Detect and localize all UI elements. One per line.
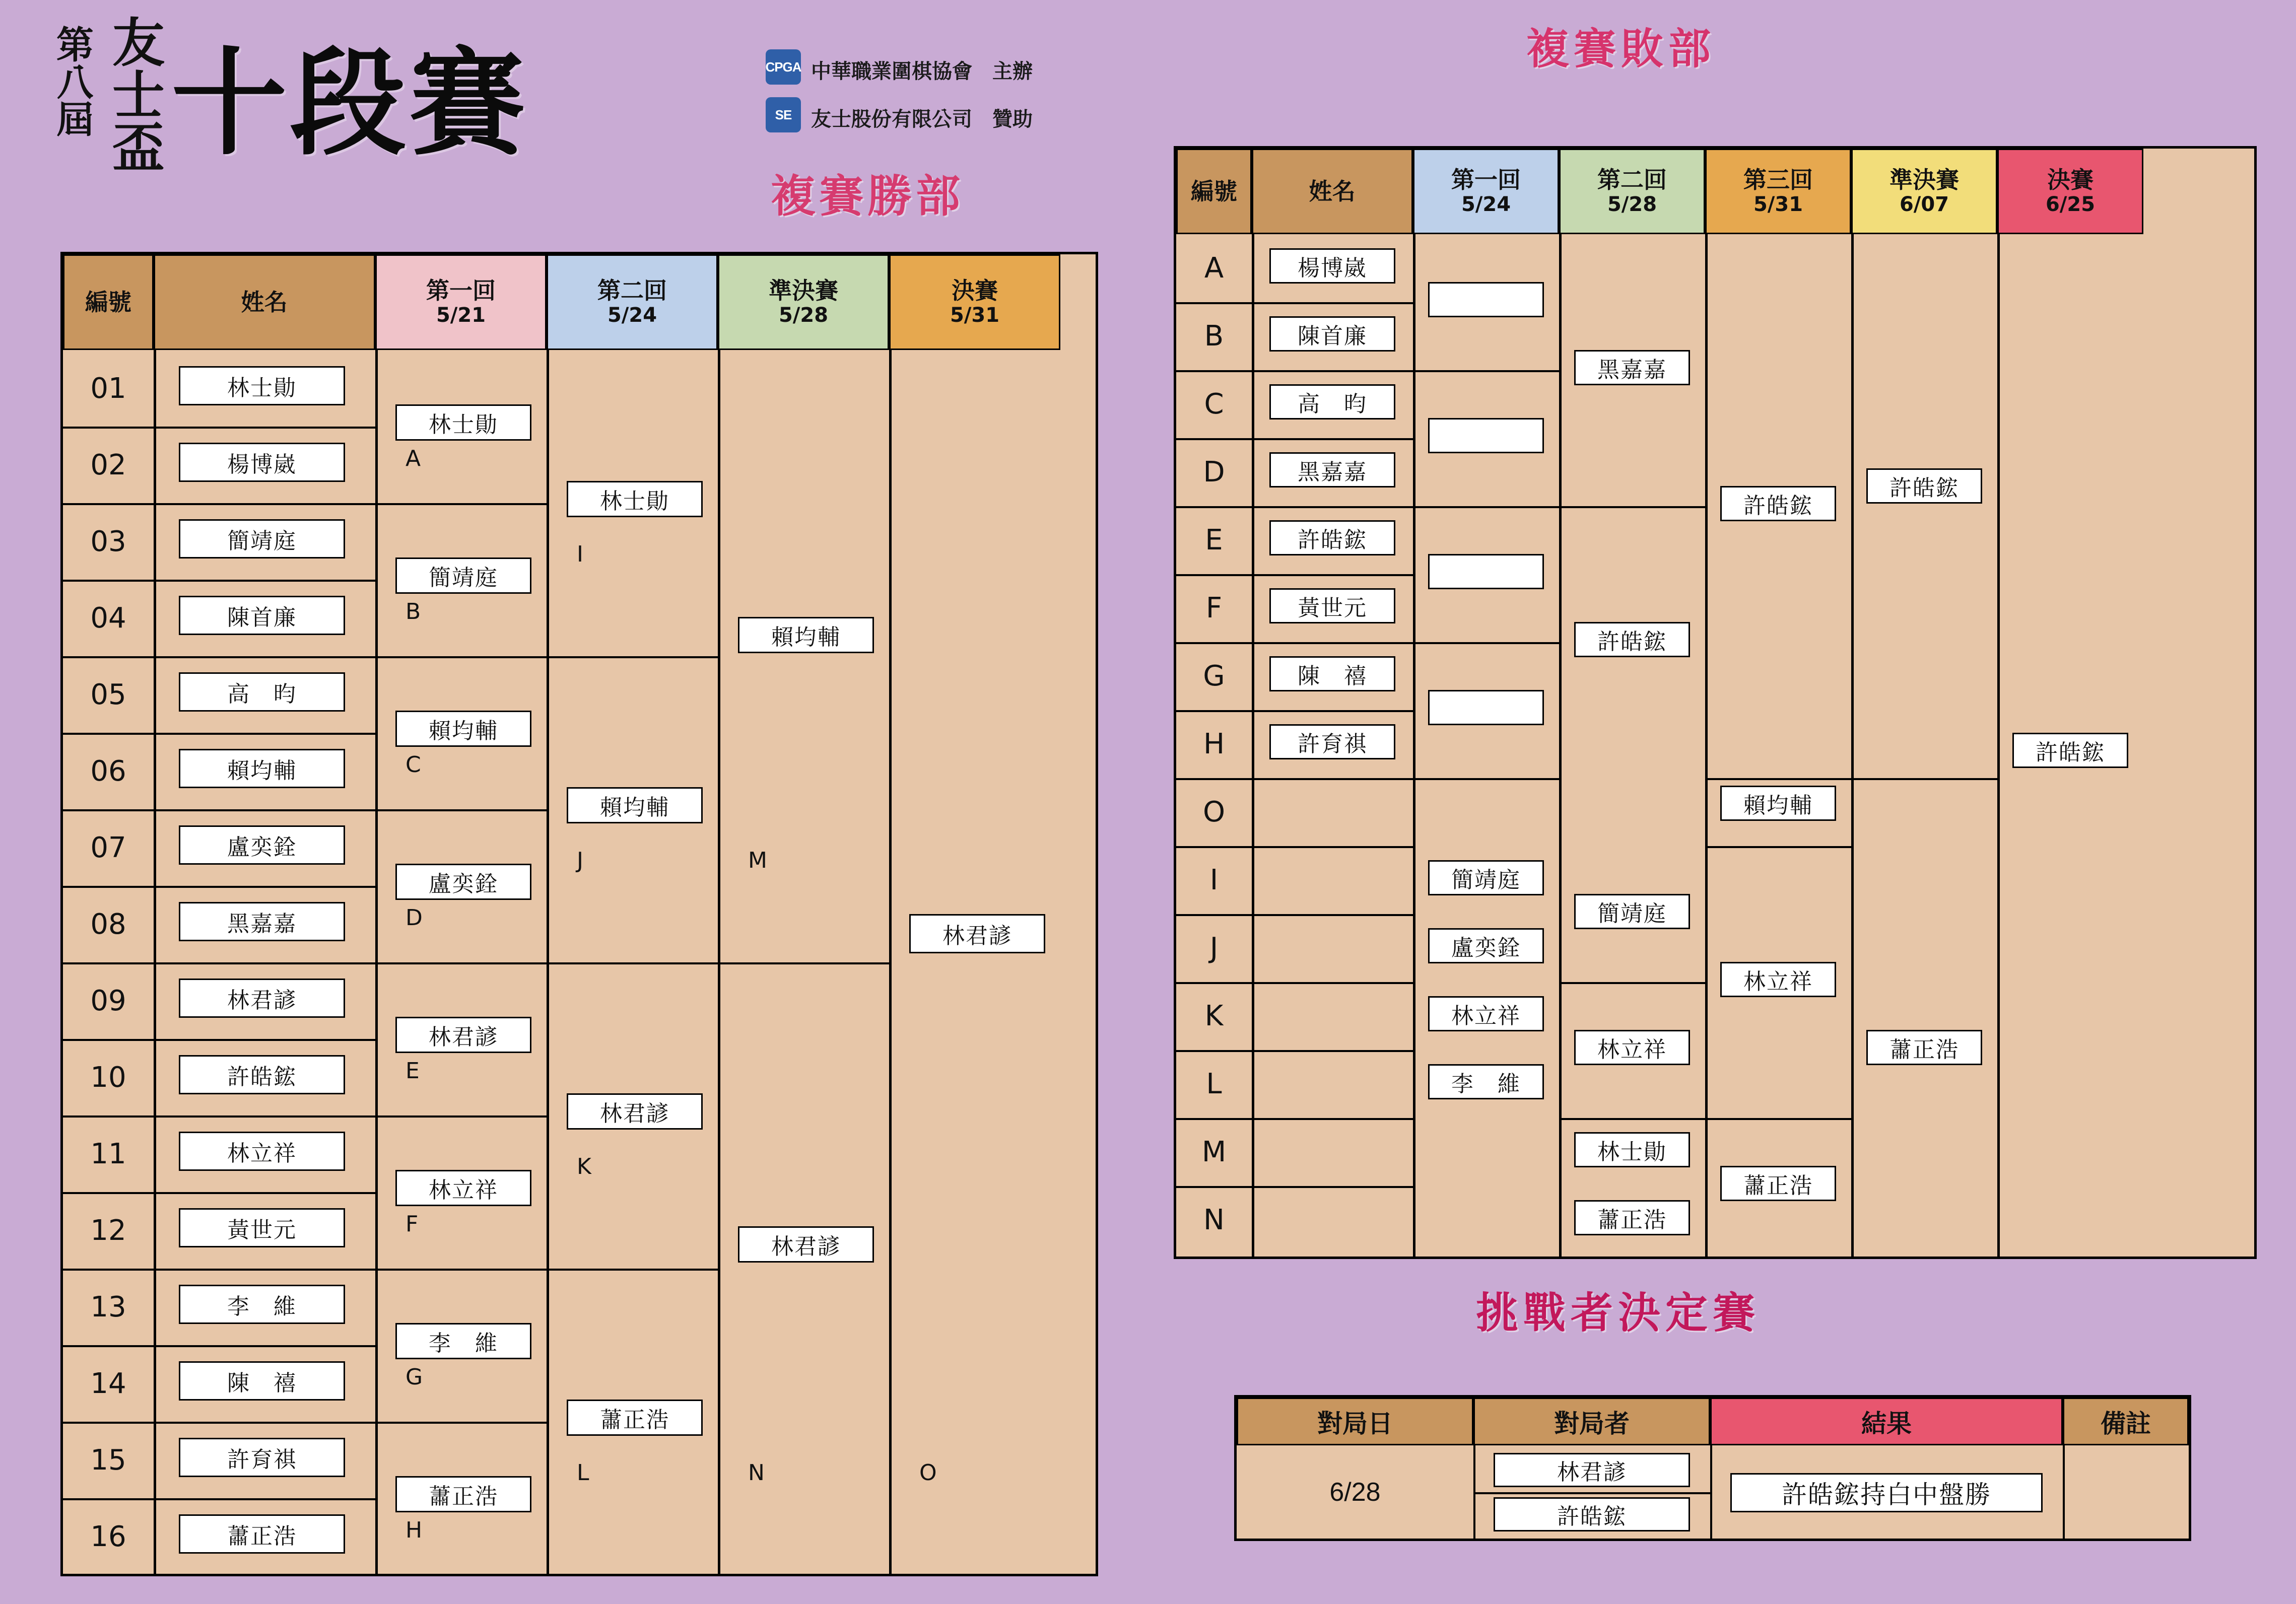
- wb-seed-no: 13: [90, 1290, 126, 1323]
- wb-seed-no: 12: [90, 1214, 126, 1247]
- wb-col-header-r1: 第一回 5/21: [375, 254, 547, 350]
- wb-r1-tag: C: [406, 752, 421, 778]
- wb-seed-no: 05: [90, 678, 126, 711]
- winners-bracket-title: 複賽勝部: [771, 170, 965, 222]
- wb-r2-sep: [547, 656, 718, 658]
- wb-r1-winner: 蕭正浩: [395, 1476, 531, 1512]
- lb-entry-name: 盧奕銓: [1428, 928, 1544, 963]
- lb-entry-no: I: [1209, 864, 1219, 896]
- wb-semi-sep: [718, 962, 889, 964]
- chal-date: 6/28: [1329, 1477, 1381, 1507]
- lb-r1-sep: [1413, 506, 1559, 508]
- lb-semi-winner: 許皓鋐: [1866, 468, 1982, 504]
- lb-sep-2: [1413, 234, 1415, 1257]
- wb-seed-name: 林立祥: [179, 1132, 345, 1171]
- lb-entry-name: 陳首廉: [1269, 316, 1395, 352]
- poster-header: [20, 10, 1128, 227]
- wb-seed-no: 16: [90, 1520, 126, 1553]
- losers-bracket-title: 複賽敗部: [1526, 24, 1716, 74]
- lb-entry-no: D: [1203, 456, 1225, 489]
- wb-seed-name: 黑嘉嘉: [179, 902, 345, 941]
- wb-r2-winner: 林君諺: [567, 1093, 703, 1130]
- wb-r2-tag: K: [577, 1154, 591, 1179]
- wb-col-header-semi: 準決賽 5/28: [718, 254, 889, 350]
- winners-bracket-table: [60, 252, 1098, 1576]
- lb-entry-no: F: [1205, 592, 1223, 624]
- wb-seed-no: 04: [90, 601, 126, 635]
- wb-seed-no: 03: [90, 525, 126, 558]
- wb-seed-name: 許皓鋐: [179, 1055, 345, 1094]
- lb-r3-sep: [1705, 846, 1851, 848]
- chal-result: 許皓鋐持白中盤勝: [1730, 1473, 2043, 1512]
- lb-r3-sep: [1705, 778, 1851, 780]
- wb-seed-name: 盧奕銓: [179, 825, 345, 865]
- wb-seed-name: 李 維: [179, 1285, 345, 1324]
- wb-r1-winner: 簡靖庭: [395, 557, 531, 594]
- lb-entry-name: 林士勛: [1574, 1132, 1690, 1167]
- chal-player: 林君諺: [1494, 1453, 1690, 1487]
- chal-note: [2063, 1445, 2189, 1539]
- wb-seed-no: 11: [90, 1137, 126, 1170]
- lb-r2-winner: 林立祥: [1574, 1030, 1690, 1065]
- lb-r3-winner: 林立祥: [1720, 962, 1836, 997]
- lb-r2-winner: 黑嘉嘉: [1574, 350, 1690, 385]
- lb-sep-6: [1997, 234, 2000, 1257]
- lb-r1-winner: [1428, 554, 1544, 589]
- lb-r3-winner: 蕭正浩: [1720, 1166, 1836, 1201]
- wb-r1-winner: 林君諺: [395, 1017, 531, 1053]
- lb-entry-no: L: [1206, 1068, 1222, 1100]
- wb-r1-tag: B: [406, 599, 421, 624]
- wb-col-header-final: 決賽 5/31: [889, 254, 1060, 350]
- lb-entry-name: 蕭正浩: [1574, 1200, 1690, 1235]
- lb-r2-winner: 簡靖庭: [1574, 894, 1690, 929]
- wb-semi-winner: 林君諺: [738, 1226, 874, 1263]
- wb-seed-no: 09: [90, 984, 126, 1017]
- wb-seed-name: 黃世元: [179, 1208, 345, 1247]
- sponsor-line: 友士股份有限公司 贊助: [811, 108, 1033, 131]
- lb-r1-winner: [1428, 418, 1544, 453]
- challenger-final-title: 挑戰者決定賽: [1476, 1288, 1761, 1338]
- wb-seed-no: 07: [90, 831, 126, 864]
- lb-r2-winner: 許皓鋐: [1574, 622, 1690, 657]
- lb-entry-name: 黑嘉嘉: [1269, 452, 1395, 487]
- lb-final-winner: 許皓鋐: [2012, 733, 2128, 768]
- wb-seed-no: 14: [90, 1367, 126, 1400]
- wb-r1-winner: 李 維: [395, 1323, 531, 1359]
- wb-r1-sep: [375, 1115, 547, 1118]
- header-title: 十段賽: [171, 35, 528, 171]
- wb-r1-tag: G: [406, 1364, 423, 1390]
- lb-entry-name: 高 昀: [1269, 384, 1395, 420]
- chal-sep-2: [1710, 1445, 1712, 1539]
- wb-r1-sep: [375, 503, 547, 505]
- wb-seed-no: 08: [90, 908, 126, 941]
- lb-sep-1: [1252, 234, 1254, 1257]
- wb-seed-name: 蕭正浩: [179, 1514, 345, 1554]
- wb-seed-no: 10: [90, 1061, 126, 1094]
- wb-r1-tag: E: [406, 1058, 420, 1084]
- lb-r3-winner: 賴均輔: [1720, 786, 1836, 821]
- lb-entry-name: 陳 禧: [1269, 656, 1395, 691]
- lb-semi-sep: [1851, 778, 1997, 780]
- lb-entry-name: 楊博崴: [1269, 248, 1395, 284]
- wb-semi-tag: N: [748, 1460, 765, 1486]
- wb-r1-winner: 賴均輔: [395, 711, 531, 747]
- lb-col-header-r1: 第一回 5/24: [1413, 149, 1559, 234]
- wb-seed-name: 陳首廉: [179, 596, 345, 635]
- chal-header-result: 結果: [1710, 1398, 2063, 1445]
- lb-sep-3: [1559, 234, 1562, 1257]
- wb-final-tag: O: [919, 1460, 937, 1486]
- lb-r2-sep: [1559, 1118, 1705, 1120]
- wb-r1-sep: [375, 656, 547, 658]
- chal-header-note: 備註: [2063, 1398, 2189, 1445]
- lb-entry-name: 林立祥: [1428, 996, 1544, 1031]
- wb-seed-name: 簡靖庭: [179, 519, 345, 559]
- wb-r1-tag: F: [406, 1211, 419, 1237]
- header-cup-name: 友士盃: [103, 15, 165, 172]
- wb-r1-winner: 盧奕銓: [395, 864, 531, 900]
- lb-entry-name: 簡靖庭: [1428, 860, 1544, 895]
- lb-semi-winner: 蕭正浩: [1866, 1030, 1982, 1065]
- wb-r1-tag: H: [406, 1517, 423, 1543]
- lb-r2-sep: [1559, 982, 1705, 984]
- wb-r2-tag: L: [577, 1460, 589, 1486]
- lb-col-header-name: 姓名: [1252, 149, 1413, 234]
- lb-entry-no: A: [1204, 252, 1224, 285]
- wb-seed-name: 陳 禧: [179, 1361, 345, 1401]
- wb-sep-5: [889, 350, 892, 1576]
- wb-r1-winner: 林立祥: [395, 1170, 531, 1206]
- organizer-line: 中華職業圍棋協會 主辦: [811, 60, 1033, 83]
- lb-col-header-r2: 第二回 5/28: [1559, 149, 1705, 234]
- wb-r2-winner: 蕭正浩: [567, 1400, 703, 1436]
- lb-col-header-r3: 第三回 5/31: [1705, 149, 1851, 234]
- wb-col-header-no: 編號: [63, 254, 154, 350]
- lb-entry-no: B: [1204, 320, 1224, 353]
- cpga-logo-icon: CPGA: [766, 49, 801, 85]
- chal-header-date: 對局日: [1237, 1398, 1473, 1445]
- wb-r1-sep: [375, 809, 547, 811]
- wb-seed-no: 06: [90, 754, 126, 788]
- wb-r2-tag: J: [577, 848, 583, 873]
- wb-seed-no: 15: [90, 1443, 126, 1477]
- wb-seed-no: 02: [90, 448, 126, 481]
- wb-r2-sep: [547, 962, 718, 964]
- wb-r2-winner: 林士勛: [567, 481, 703, 517]
- lb-r1-sep: [1413, 642, 1559, 644]
- wb-final-winner: 林君諺: [909, 914, 1045, 953]
- chal-player: 許皓鋐: [1494, 1497, 1690, 1531]
- wb-r1-tag: A: [406, 446, 421, 471]
- lb-entry-no: E: [1205, 524, 1223, 556]
- lb-sep-4: [1705, 234, 1708, 1257]
- wb-r1-winner: 林士勛: [395, 404, 531, 441]
- lb-entry-no: N: [1203, 1204, 1225, 1236]
- lb-r1-winner: [1428, 690, 1544, 725]
- lb-entry-no: O: [1202, 796, 1226, 828]
- sponsor-logo-icon: SE: [766, 97, 801, 132]
- wb-semi-tag: M: [748, 848, 767, 873]
- wb-semi-winner: 賴均輔: [738, 617, 874, 653]
- losers-bracket-table: [1174, 146, 2257, 1259]
- wb-col-header-r2: 第二回 5/24: [547, 254, 718, 350]
- lb-entry-name: 李 維: [1428, 1064, 1544, 1099]
- wb-seed-name: 賴均輔: [179, 749, 345, 788]
- lb-entry-no: M: [1201, 1136, 1227, 1168]
- lb-entry-name: 許育祺: [1269, 724, 1395, 759]
- lb-r1-winner: [1428, 282, 1544, 317]
- lb-col-header-no: 編號: [1176, 149, 1252, 234]
- header-edition: 第八屆: [50, 25, 94, 137]
- lb-entry-no: H: [1203, 728, 1225, 760]
- lb-entry-no: C: [1204, 388, 1224, 421]
- wb-seed-name: 楊博崴: [179, 443, 345, 482]
- lb-col-header-final: 決賽 6/25: [1997, 149, 2143, 234]
- wb-r1-tag: D: [406, 905, 423, 931]
- chal-header-players: 對局者: [1473, 1398, 1710, 1445]
- lb-entry-no: J: [1209, 932, 1219, 964]
- lb-entry-name: 許皓鋐: [1269, 520, 1395, 555]
- chal-player-sep: [1473, 1492, 1710, 1494]
- wb-r2-tag: I: [577, 541, 583, 567]
- wb-r1-sep: [375, 962, 547, 964]
- wb-seed-name: 林君諺: [179, 979, 345, 1018]
- wb-seed-name: 許育祺: [179, 1438, 345, 1477]
- wb-seed-name: 林士勛: [179, 366, 345, 405]
- lb-r3-winner: 許皓鋐: [1720, 486, 1836, 521]
- wb-seed-no: 01: [90, 372, 126, 405]
- wb-r2-winner: 賴均輔: [567, 787, 703, 823]
- wb-r1-sep: [375, 1269, 547, 1271]
- lb-entry-no: K: [1204, 1000, 1224, 1032]
- lb-sep-5: [1851, 234, 1854, 1257]
- lb-r1-sep: [1413, 370, 1559, 372]
- lb-r3-sep: [1705, 1118, 1851, 1120]
- wb-col-header-name: 姓名: [154, 254, 375, 350]
- challenger-final-table: [1234, 1395, 2191, 1541]
- wb-r1-sep: [375, 1422, 547, 1424]
- lb-entry-no: G: [1203, 660, 1225, 692]
- lb-entry-name: 黃世元: [1269, 588, 1395, 623]
- lb-col-header-semi: 準決賽 6/07: [1851, 149, 1997, 234]
- wb-r2-sep: [547, 1269, 718, 1271]
- lb-r2-sep: [1559, 506, 1705, 508]
- wb-seed-name: 高 昀: [179, 672, 345, 712]
